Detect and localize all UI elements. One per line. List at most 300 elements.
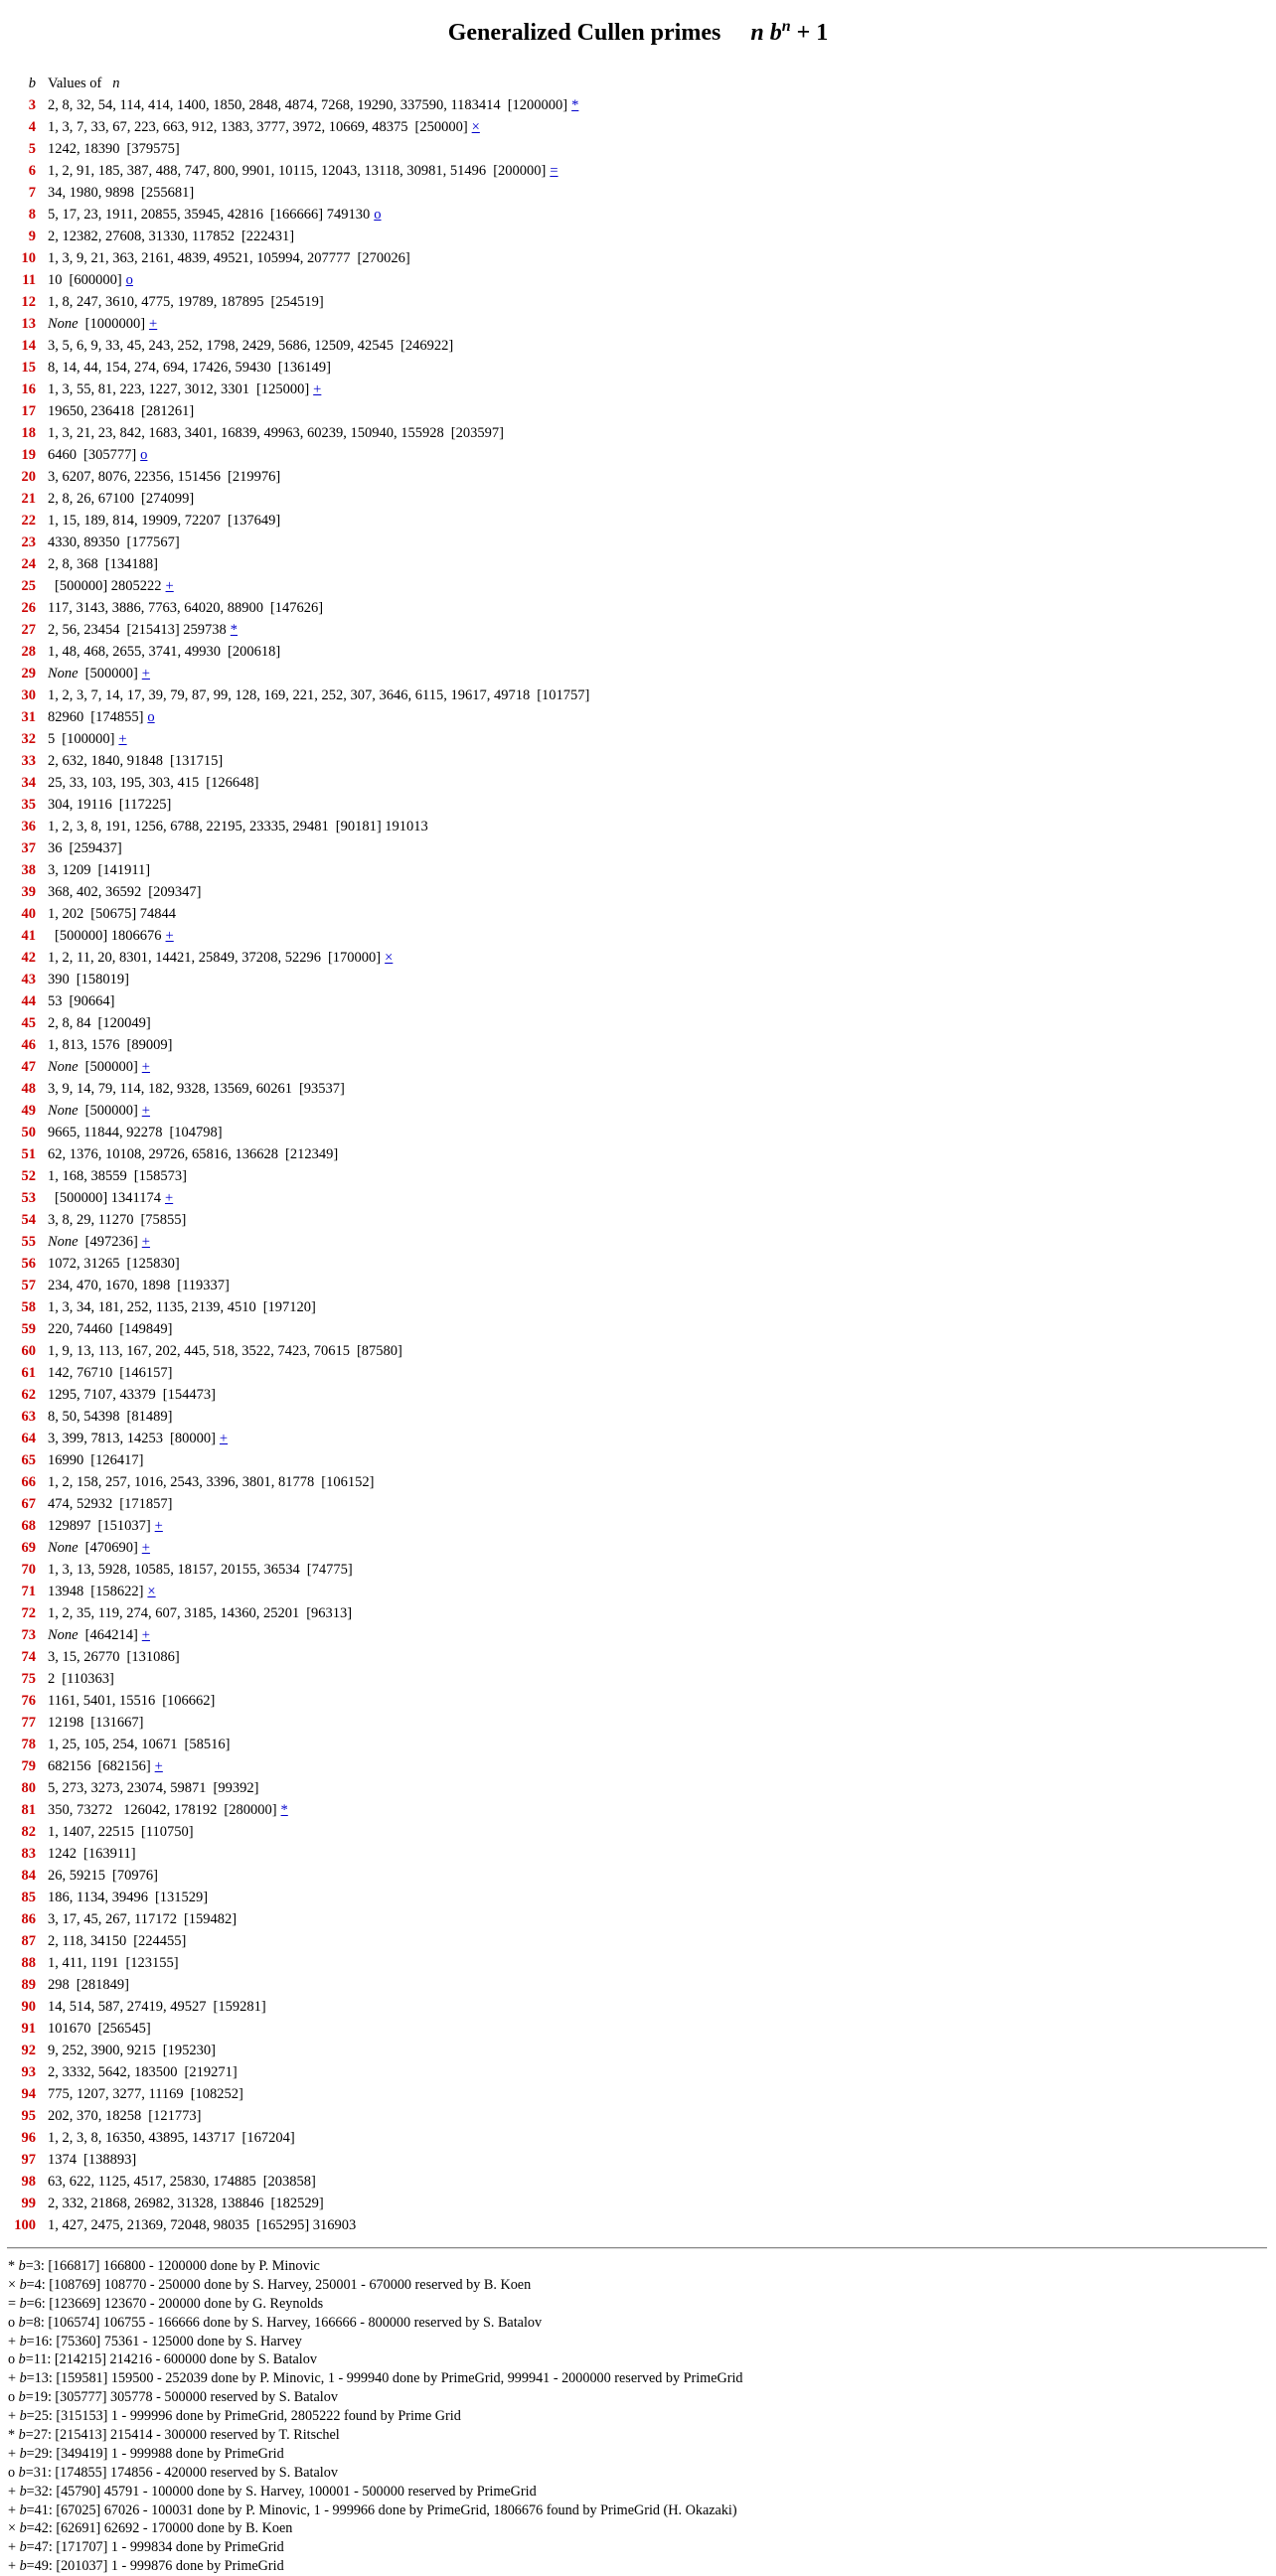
row-base: 47	[21, 1059, 36, 1075]
row-values: 304, 19116	[48, 797, 112, 813]
footnote-link[interactable]: +	[154, 1758, 163, 1774]
formula-n: n	[750, 20, 764, 46]
note-item: = b=6: [123669] 123670 - 200000 done by G. Reynolds	[8, 2295, 324, 2312]
row-values: 1072, 31265	[48, 1256, 120, 1272]
row-search-limit: [110750]	[141, 1824, 194, 1840]
row-search-limit: [270026]	[357, 250, 410, 266]
row-base: 45	[21, 1015, 36, 1031]
row-base: 78	[21, 1737, 36, 1752]
row-base: 48	[21, 1081, 36, 1097]
row-values-cell	[36, 488, 194, 510]
table-row	[8, 1624, 589, 1646]
row-search-limit: [90664]	[69, 993, 115, 1009]
row-values-cell	[36, 1078, 345, 1100]
row-values: 9, 252, 3900, 9215	[48, 2043, 156, 2058]
row-search-limit: [379575]	[126, 141, 180, 157]
row-search-limit: [212349]	[285, 1146, 339, 1162]
row-values: 1, 48, 468, 2655, 3741, 49930	[48, 644, 221, 660]
table-row	[8, 1843, 589, 1865]
row-values-cell	[36, 116, 480, 138]
row-values-cell	[36, 1559, 353, 1581]
note-symbol: *	[8, 2258, 16, 2274]
footnote-link[interactable]: *	[230, 622, 239, 638]
row-base: 79	[21, 1758, 36, 1774]
row-values-cell	[36, 663, 150, 684]
row-base: 92	[21, 2043, 36, 2058]
row-search-limit: [281261]	[141, 403, 195, 419]
row-search-limit: [89009]	[126, 1037, 173, 1053]
row-search-limit: [254519]	[270, 294, 324, 310]
row-base: 77	[21, 1715, 36, 1731]
row-base: 58	[21, 1299, 36, 1315]
footnote-link[interactable]: o	[147, 709, 155, 725]
row-search-limit: [119337]	[177, 1278, 230, 1293]
row-values: 1, 2, 3, 7, 14, 17, 39, 79, 87, 99, 128, 169, 221, 252, 307, 3646, 6115, 19617, 49718	[48, 687, 531, 703]
table-row	[8, 510, 589, 531]
table-row	[8, 247, 589, 269]
row-base: 55	[21, 1234, 36, 1250]
table-row	[8, 1930, 589, 1952]
row-values-cell	[36, 1668, 114, 1690]
table-row	[8, 2193, 589, 2214]
row-search-limit: [255681]	[141, 185, 195, 201]
row-base: 94	[21, 2086, 36, 2102]
row-search-limit: [131086]	[126, 1649, 180, 1665]
note-b-label: b	[18, 2351, 26, 2368]
note-b-label: b	[19, 2445, 27, 2462]
row-base: 24	[21, 556, 36, 572]
row-search-limit: [464214]	[84, 1627, 138, 1643]
row-base: 25	[21, 578, 36, 594]
row-search-limit: [131529]	[154, 1890, 209, 1905]
note-item: * b=27: [215413] 215414 - 300000 reserved by T. Ritschel	[8, 2427, 340, 2444]
row-values-cell	[36, 1165, 187, 1187]
formula-b: b	[769, 20, 782, 46]
row-values: 5, 273, 3273, 23074, 59871	[48, 1780, 207, 1796]
note-base: 47	[34, 2539, 49, 2556]
row-base: 27	[21, 622, 36, 638]
row-search-limit: [137649]	[228, 513, 281, 529]
row-base: 83	[21, 1846, 36, 1862]
table-row	[8, 1602, 589, 1624]
note-b-label: b	[18, 2258, 26, 2274]
table-row	[8, 2040, 589, 2061]
table-row	[8, 1428, 589, 1449]
row-values-cell	[36, 1143, 338, 1165]
row-base: 12	[21, 294, 36, 310]
row-values-cell	[36, 1275, 230, 1296]
table-header	[8, 73, 589, 94]
row-search-limit: [682156]	[97, 1758, 151, 1774]
table-row	[8, 1362, 589, 1384]
row-values-cell	[36, 1712, 143, 1734]
row-values-cell	[36, 1493, 172, 1515]
row-search-limit: [274099]	[141, 491, 195, 507]
row-values-cell	[36, 1056, 150, 1078]
table-row	[8, 2018, 589, 2040]
row-values-cell	[36, 1777, 258, 1799]
row-values-cell	[36, 859, 150, 881]
note-symbol: +	[8, 2408, 17, 2425]
notes-list	[8, 2257, 743, 2576]
row-values-cell	[36, 1996, 266, 2018]
table-row	[8, 1581, 589, 1602]
footnote-link[interactable]: +	[118, 731, 127, 747]
row-search-limit: [121773]	[148, 2108, 202, 2124]
row-search-limit: [58516]	[184, 1737, 231, 1752]
row-values-cell	[36, 1384, 216, 1406]
note-base: 32	[34, 2483, 49, 2500]
footnote-link[interactable]: o	[140, 447, 148, 463]
row-values: 1, 168, 38559	[48, 1168, 127, 1184]
row-base: 15	[21, 360, 36, 376]
table-row	[8, 1384, 589, 1406]
row-values-cell	[36, 641, 280, 663]
row-search-limit: [141911]	[97, 862, 151, 878]
row-values-cell	[36, 94, 578, 116]
table-row	[8, 291, 589, 313]
table-row	[8, 575, 589, 597]
table-row	[8, 1493, 589, 1515]
row-search-limit: [131715]	[170, 753, 224, 769]
row-values: 1, 2, 3, 8, 191, 1256, 6788, 22195, 23335, 29481	[48, 819, 329, 834]
row-base: 19	[21, 447, 36, 463]
note-item: o b=31: [174855] 174856 - 420000 reserved by S. Batalov	[8, 2464, 338, 2481]
row-values-cell	[36, 357, 331, 379]
row-search-limit: [500000]	[84, 1103, 138, 1119]
table-row	[8, 1012, 589, 1034]
row-values: 350, 73272 126042, 178192	[48, 1802, 218, 1818]
footnote-link[interactable]: +	[149, 316, 158, 332]
row-search-limit: [197120]	[262, 1299, 316, 1315]
row-search-limit: [147626]	[269, 600, 324, 616]
row-values-cell	[36, 1406, 172, 1428]
row-values-cell	[36, 750, 223, 772]
row-search-limit: [81489]	[126, 1409, 173, 1425]
note-symbol: *	[8, 2427, 16, 2444]
row-values: 1, 8, 247, 3610, 4775, 19789, 187895	[48, 294, 264, 310]
footnote-link[interactable]: +	[141, 1540, 150, 1556]
footnote-link[interactable]: +	[141, 1234, 150, 1250]
row-base: 95	[21, 2108, 36, 2124]
table-row	[8, 1668, 589, 1690]
row-values-cell	[36, 2214, 356, 2236]
table-row	[8, 1821, 589, 1843]
row-base: 6	[28, 163, 36, 179]
footnote-link[interactable]: +	[154, 1518, 163, 1534]
row-search-limit: [159281]	[213, 1999, 266, 2015]
row-base: 69	[21, 1540, 36, 1556]
row-search-limit: [497236]	[84, 1234, 138, 1250]
row-values: 1, 9, 13, 113, 167, 202, 445, 518, 3522, 7423, 70615	[48, 1343, 350, 1359]
table-row	[8, 2127, 589, 2149]
note-text: : [75360] 75361 - 125000 done by S. Harvey	[48, 2333, 302, 2349]
row-values: 117, 3143, 3886, 7763, 64020, 88900	[48, 600, 263, 616]
row-base: 59	[21, 1321, 36, 1337]
footnote-link[interactable]: ×	[385, 950, 394, 966]
row-base: 100	[14, 2217, 36, 2233]
table-row	[8, 1056, 589, 1078]
row-search-limit: [219271]	[184, 2064, 238, 2080]
footnote-link[interactable]: ×	[471, 119, 480, 135]
table-row	[8, 1887, 589, 1908]
row-search-limit: [203597]	[450, 425, 504, 441]
row-none: None	[48, 1103, 79, 1119]
table-row	[8, 1559, 589, 1581]
row-values: 474, 52932	[48, 1496, 113, 1512]
row-base: 20	[21, 469, 36, 485]
row-values: 1, 25, 105, 254, 10671	[48, 1737, 178, 1752]
footnote-link[interactable]: =	[550, 163, 558, 179]
row-values: 82960	[48, 709, 84, 725]
table-row	[8, 269, 589, 291]
row-search-limit: [600000]	[69, 272, 122, 288]
table-row	[8, 1799, 589, 1821]
note-item: × b=4: [108769] 108770 - 250000 done by S. Harvey, 250001 - 670000 reserved by B. Koen	[8, 2276, 532, 2293]
row-base: 8	[28, 207, 36, 223]
row-base: 3	[28, 97, 36, 113]
row-base: 82	[21, 1824, 36, 1840]
row-base: 76	[21, 1693, 36, 1709]
note-b-label: b	[19, 2295, 27, 2312]
row-values: 1, 411, 1191	[48, 1955, 119, 1971]
note-symbol: +	[8, 2333, 17, 2349]
row-values-cell	[36, 1865, 158, 1887]
footnote-link[interactable]: +	[141, 1627, 150, 1643]
row-search-limit: [259437]	[69, 840, 122, 856]
row-values-cell	[36, 1930, 186, 1952]
row-values: 1, 202	[48, 906, 84, 922]
table-row	[8, 947, 589, 969]
row-search-limit: [120049]	[97, 1015, 151, 1031]
footnote-link[interactable]: *	[280, 1802, 288, 1818]
row-values: 36	[48, 840, 63, 856]
note-item: * b=3: [166817] 166800 - 1200000 done by P. Minovic	[8, 2258, 320, 2274]
row-values: 234, 470, 1670, 1898	[48, 1278, 171, 1293]
table-row	[8, 1034, 589, 1056]
row-search-limit: [165295] 316903	[256, 2217, 357, 2233]
row-values-cell	[36, 925, 174, 947]
row-base: 46	[21, 1037, 36, 1053]
note-item: + b=49: [201037] 1 - 999876 done by PrimeGrid	[8, 2558, 284, 2575]
row-search-limit: [87580]	[356, 1343, 402, 1359]
note-b-label: b	[18, 2389, 26, 2406]
row-values: 202, 370, 18258	[48, 2108, 142, 2124]
note-text: : [62691] 62692 - 170000 done by B. Koen	[48, 2520, 293, 2537]
row-base: 66	[21, 1474, 36, 1490]
row-values: 1, 427, 2475, 21369, 72048, 98035	[48, 2217, 249, 2233]
row-values-cell	[36, 684, 589, 706]
row-values: 3, 17, 45, 267, 117172	[48, 1911, 177, 1927]
table-row	[8, 597, 589, 619]
row-base: 42	[21, 950, 36, 966]
row-base: 73	[21, 1627, 36, 1643]
table-row	[8, 728, 589, 750]
note-item: + b=47: [171707] 1 - 999834 done by PrimeGrid	[8, 2539, 284, 2556]
row-values-cell	[36, 1296, 316, 1318]
row-values-cell	[36, 553, 158, 575]
page-title	[0, 18, 1276, 47]
note-base: 41	[34, 2501, 49, 2518]
row-values-cell	[36, 269, 133, 291]
footnote-link[interactable]: o	[374, 207, 382, 223]
row-search-limit: [104798]	[169, 1125, 223, 1140]
note-symbol: o	[8, 2464, 16, 2481]
formula-rest: + 1	[796, 20, 829, 46]
note-b-label: b	[19, 2483, 27, 2500]
table-row	[8, 2083, 589, 2105]
row-values-cell	[36, 379, 321, 400]
row-values-cell	[36, 182, 194, 204]
row-base: 10	[21, 250, 36, 266]
table-row	[8, 1734, 589, 1755]
table-row	[8, 553, 589, 575]
row-search-limit: [158622]	[90, 1584, 144, 1599]
table-row	[8, 663, 589, 684]
note-b-label: b	[18, 2464, 26, 2481]
table-row	[8, 1471, 589, 1493]
row-values: 62, 1376, 10108, 29726, 65816, 136628	[48, 1146, 278, 1162]
row-base: 99	[21, 2196, 36, 2211]
note-symbol: +	[8, 2501, 17, 2518]
row-search-limit: [96313]	[306, 1605, 353, 1621]
row-base: 57	[21, 1278, 36, 1293]
footnote-link[interactable]: +	[141, 666, 150, 682]
row-values: 2, 8, 26, 67100	[48, 491, 134, 507]
row-values-cell	[36, 1340, 402, 1362]
footnote-link[interactable]: +	[141, 1059, 150, 1075]
footnote-link[interactable]: o	[125, 272, 133, 288]
note-base: 11	[33, 2351, 48, 2368]
note-text: : [67025] 67026 - 100031 done by P. Minovic, 1 - 999966 done by PrimeGrid, 1806676 found by PrimeGrid (H. Okazaki)	[48, 2501, 737, 2518]
note-base: 31	[33, 2464, 48, 2481]
footnote-link[interactable]: +	[165, 1190, 174, 1206]
row-values-cell	[36, 903, 176, 925]
title-formula	[750, 20, 828, 46]
note-b-label: b	[19, 2276, 27, 2293]
table-row	[8, 641, 589, 663]
row-base: 56	[21, 1256, 36, 1272]
row-search-limit: [138893]	[83, 2152, 137, 2168]
row-values: 12198	[48, 1715, 84, 1731]
row-base: 87	[21, 1933, 36, 1949]
row-values: 3, 5, 6, 9, 33, 45, 243, 252, 1798, 2429, 5686, 12509, 42545	[48, 338, 394, 354]
row-base: 11	[22, 272, 36, 288]
row-values-cell	[36, 1471, 374, 1493]
table-row	[8, 160, 589, 182]
table-row	[8, 531, 589, 553]
note-base: 29	[34, 2445, 49, 2462]
row-base: 53	[21, 1190, 36, 1206]
row-values: 2, 118, 34150	[48, 1933, 127, 1949]
note-b-label: b	[18, 2314, 26, 2331]
row-values: 9665, 11844, 92278	[48, 1125, 163, 1140]
row-values: 5, 17, 23, 1911, 20855, 35945, 42816	[48, 207, 263, 223]
footnote-link[interactable]: +	[219, 1431, 229, 1446]
row-search-limit: [246922]	[400, 338, 454, 354]
row-base: 23	[21, 534, 36, 550]
row-base: 65	[21, 1452, 36, 1468]
footnote-link[interactable]: +	[165, 928, 174, 944]
row-base: 97	[21, 2152, 36, 2168]
row-none: None	[48, 666, 79, 682]
row-search-limit: [90181] 191013	[335, 819, 428, 834]
row-values-cell	[36, 619, 238, 641]
row-search-limit: [151037]	[97, 1518, 151, 1534]
footnote-link[interactable]: +	[313, 381, 322, 397]
note-symbol: +	[8, 2539, 17, 2556]
note-text: : [174855] 174856 - 420000 reserved by S. Batalov	[47, 2464, 338, 2481]
row-search-limit: [108252]	[190, 2086, 243, 2102]
row-values: 1, 3, 13, 5928, 10585, 18157, 20155, 36534	[48, 1562, 300, 1578]
row-search-limit: [500000]	[84, 1059, 138, 1075]
row-values-cell	[36, 247, 410, 269]
row-values-cell	[36, 1187, 173, 1209]
row-search-limit: [166666] 749130	[269, 207, 371, 223]
header-n: n	[112, 76, 120, 91]
row-values: 142, 76710	[48, 1365, 113, 1381]
note-symbol: ×	[8, 2520, 17, 2537]
row-values: 1, 3, 34, 181, 252, 1135, 2139, 4510	[48, 1299, 256, 1315]
note-text: : [214215] 214216 - 600000 done by S. Batalov	[47, 2351, 317, 2368]
footnote-link[interactable]: +	[141, 1103, 150, 1119]
table-row	[8, 859, 589, 881]
row-search-limit: [500000] 1806676	[55, 928, 162, 944]
row-values: 2	[48, 1671, 56, 1687]
row-search-limit: [174855]	[90, 709, 144, 725]
footnote-link[interactable]: +	[165, 578, 174, 594]
row-base: 51	[21, 1146, 36, 1162]
row-base: 62	[21, 1387, 36, 1403]
row-search-limit: [106152]	[321, 1474, 375, 1490]
footnote-link[interactable]: ×	[147, 1584, 156, 1599]
row-base: 96	[21, 2130, 36, 2146]
footnote-link[interactable]: *	[571, 97, 579, 113]
table-row	[8, 1253, 589, 1275]
note-item: + b=41: [67025] 67026 - 100031 done by P. Minovic, 1 - 999966 done by PrimeGrid, 1806676 found by PrimeGrid (H. Okazaki)	[8, 2501, 737, 2518]
table-row	[8, 357, 589, 379]
row-base: 49	[21, 1103, 36, 1119]
row-search-limit: [131667]	[90, 1715, 144, 1731]
table-row	[8, 1209, 589, 1231]
table-row	[8, 772, 589, 794]
table-row	[8, 1100, 589, 1122]
row-none: None	[48, 316, 79, 332]
row-base: 21	[21, 491, 36, 507]
row-search-limit: [158573]	[133, 1168, 187, 1184]
table-row	[8, 1318, 589, 1340]
note-item: + b=32: [45790] 45791 - 100000 done by S. Harvey, 100001 - 500000 reserved by PrimeGrid	[8, 2483, 537, 2500]
row-values-cell	[36, 510, 280, 531]
row-values-cell	[36, 2127, 295, 2149]
table-row	[8, 2171, 589, 2193]
row-search-limit: [134188]	[104, 556, 158, 572]
table-row	[8, 379, 589, 400]
row-values: 1, 3, 55, 81, 223, 1227, 3012, 3301	[48, 381, 249, 397]
note-item: + b=13: [159581] 159500 - 252039 done by P. Minovic, 1 - 999940 done by PrimeGrid, 999941 - 2000000 reserved by PrimeGrid	[8, 2370, 743, 2387]
note-text: : [171707] 1 - 999834 done by PrimeGrid	[48, 2539, 284, 2556]
row-base: 72	[21, 1605, 36, 1621]
row-values-cell	[36, 816, 428, 837]
table-row	[8, 881, 589, 903]
row-values: 16990	[48, 1452, 84, 1468]
row-base: 7	[28, 185, 36, 201]
row-values: 26, 59215	[48, 1868, 105, 1884]
note-base: 49	[34, 2558, 49, 2575]
note-text: : [315153] 1 - 999996 done by PrimeGrid, 2805222 found by Prime Grid	[48, 2408, 461, 2425]
note-item: + b=29: [349419] 1 - 999988 done by PrimeGrid	[8, 2445, 284, 2462]
row-values: 1, 2, 11, 20, 8301, 14421, 25849, 37208, 52296	[48, 950, 321, 966]
